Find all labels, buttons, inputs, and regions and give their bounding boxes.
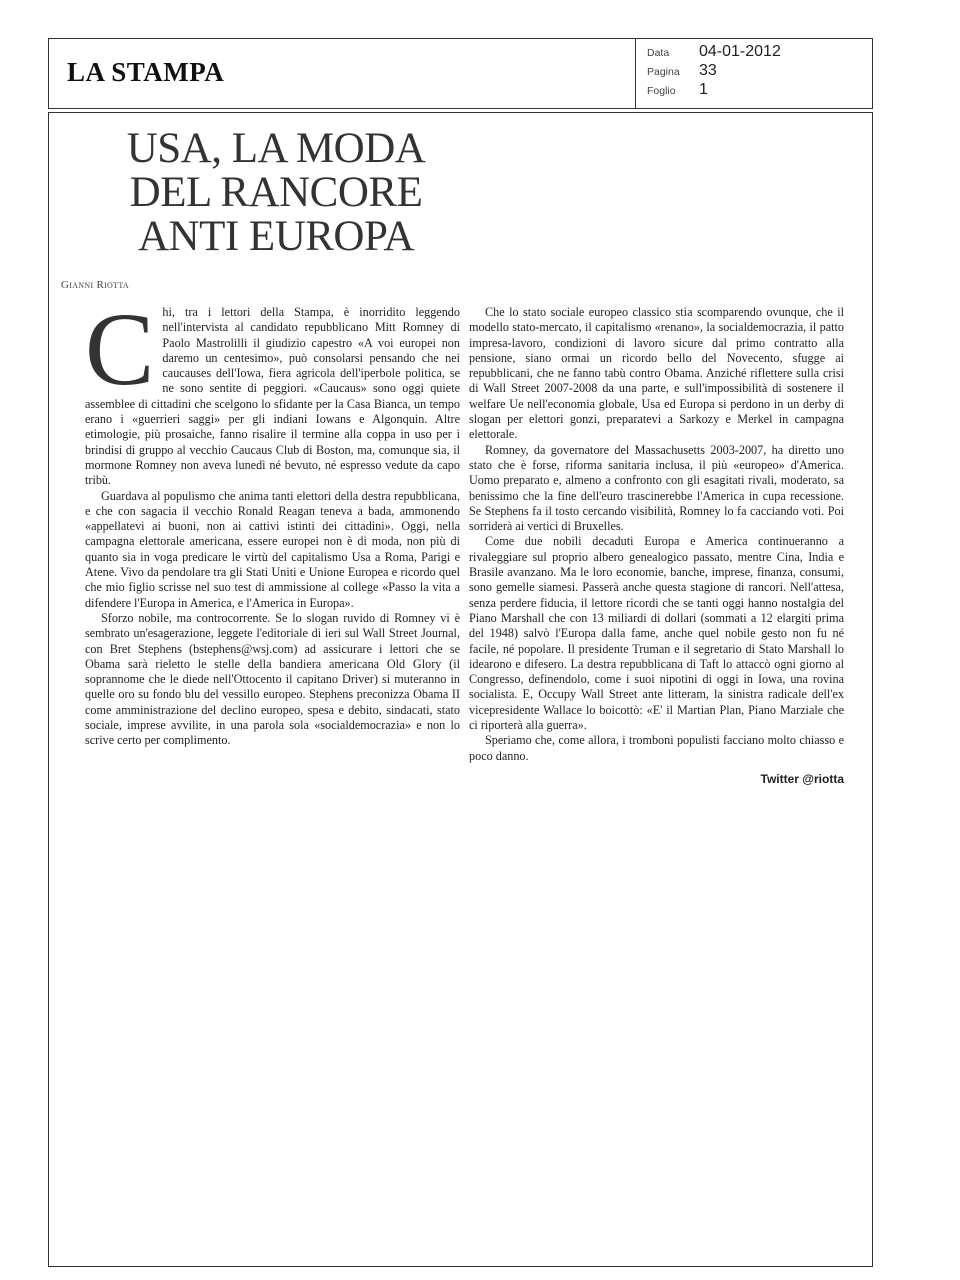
headline-line: ANTI EUROPA xyxy=(137,213,414,260)
paragraph: Che lo stato sociale europeo classico stia scomparendo ovunque, che il modello stato-mercato, il capitalismo «renano», la socialdemocrazia, il patto impresa-lavoro, condizioni di lavoro sicure dal primo contratto alla pensione, siano ormai un ricordo bello del Novecento, sfugge ai repubblicani, che ne fanno tabù contro Obama. Anziché riflettere sulla crisi di Wall Street 2007-2008 da una parte, e sull'impossibilità di sostenere il welfare Ue nell'economia globale, Usa ed Europa si perdono in un derby di slogan per elettori gonzi, preparatevi a Sarkozy e Merkel in campagna elettorale. xyxy=(469,305,844,442)
sheet-value: 1 xyxy=(699,81,708,98)
header-divider xyxy=(635,39,636,108)
article-frame xyxy=(48,112,873,1267)
date-value: 04-01-2012 xyxy=(699,43,781,60)
date-label: Data xyxy=(647,47,670,59)
page-value: 33 xyxy=(699,62,717,79)
headline-line: DEL RANCORE xyxy=(129,169,423,216)
page-label: Pagina xyxy=(647,66,680,78)
right-column xyxy=(469,305,844,787)
sheet-label: Foglio xyxy=(647,85,676,97)
paragraph: Guardava al populismo che anima tanti elettori della destra repubblicana, e che con sagacia il vecchio Ronald Reagan teneva a bada, ammonendo «appellatevi ai buoni, non ai cattivi istinti dei cittadini». Oggi, nella campagna elettorale americana, essere europei non è di moda, non più di quanto sia in voga predicare le virtù del capitalismo Usa a Roma, Parigi e Atene. Vivo da pendolare tra gli Stati Uniti e Unione Europea e ricordo quel che mio figlio scrisse nel suo test di ammissione al college «Passo la vita a difendere l'Europa in America, e l'America in Europa». xyxy=(85,488,460,610)
document-header xyxy=(48,38,873,109)
paragraph: Sforzo nobile, ma controcorrente. Se lo slogan ruvido di Romney vi è sembrato un'esagerazione, leggete l'editoriale di ieri sul Wall Street Journal, con Bret Stephens (bstephens@wsj.com) ad assicurare i lettori che se Obama sarà rieletto le stelle della bandiera americana Old Glory (il soprannome che le diede nell'Ottocento il capitano Driver) si muteranno in quelle oro su fondo blu del vessillo europeo. Stephens preconizza Obama II come amministrazione del declino europeo, spesa e debito, sindacati, stato sociale, imprese avvilite, in una parola sola «socialdemocrazia» e non lo scrive certo per complimento. xyxy=(85,610,460,748)
paragraph xyxy=(85,292,460,489)
byline: Gianni Riotta xyxy=(61,279,129,291)
paragraph: Romney, da governatore del Massachusetts 2003-2007, ha diretto uno stato che è forse, riforma sanitaria inclusa, il più «europeo» d'America. Uomo preparato e, almeno a confronto con gli esagitati rivali, moderato, sa benissimo che la fine dell'euro trascinerebbe l'America in cupa recessione. Se Stephens fa il tosto cercando visibilità, Romney lo fa cacciando voti. Poi sorriderà ai vertici di Bruxelles. xyxy=(469,442,844,534)
paragraph-text: hi, tra i lettori della Stampa, è inorridito leggendo nell'intervista al candidato repubblicano Mitt Romney di Paolo Mastrolilli il giudizio capestro «A voi europei non daremo un centesimo», può consolarsi pensando che nei caucauses dell'Iowa, fiera agricola dell'iperbole politica, se ne sono sentite di peggiori. «Caucaus» sono oggi quiete assemblee di cittadini che scelgono lo sfidante per la Casa Bianca, un tempo erano i «guerrieri saggi» per gli indiani Iowans e Algonquin. Altre etimologie, più prosaiche, fanno risalire il termine alla coppa in uso per i brindisi di gruppo al vecchio Caucaus Club di Boston, ma, comunque sia, il mormone Romney non aveva lunedì né bevuto, né espresso vedute da capo tribù. xyxy=(85,305,460,488)
twitter-signoff: Twitter @riotta xyxy=(760,771,844,786)
left-column xyxy=(85,292,460,749)
headline xyxy=(111,127,441,259)
drop-cap: C xyxy=(85,292,155,407)
paragraph: Come due nobili decaduti Europa e America continueranno a rivaleggiare sul proprio albero genealogico passato, mentre Cina, India e Brasile avanzano. Ma le loro economie, banche, imprese, finanza, consumi, sono gemelle siamesi. Passerà anche questa stagione di rancori. Nell'attesa, senza perdere fiducia, il lettore ricordi che se tanti oggi hanno nostalgia del Piano Marshall che con 13 miliardi di dollari (sommati a 12 elargiti prima del 1948) salvò l'Europa dalla fame, anche quel nobile gesto non fu né facile, né popolare. Il presidente Truman e il segretario di Stato Marshall lo idearono e difesero. La destra repubblicana di Taft lo attaccò ogni giorno al Congresso, definendolo, come i suoi nipotini di oggi in Iowa, una rovina socialista. E, Occupy Wall Street ante litteram, la sinistra radicale dell'ex vicepresidente Wallace lo boicottò: «E' il Martian Plan, Piano Marziale che ci riporterà alla guerra». xyxy=(469,534,844,733)
paragraph: Speriamo che, come allora, i tromboni populisti facciano molto chiasso e poco danno. xyxy=(469,733,844,763)
masthead: LA STAMPA xyxy=(67,57,225,87)
headline-line: USA, LA MODA xyxy=(126,125,426,172)
